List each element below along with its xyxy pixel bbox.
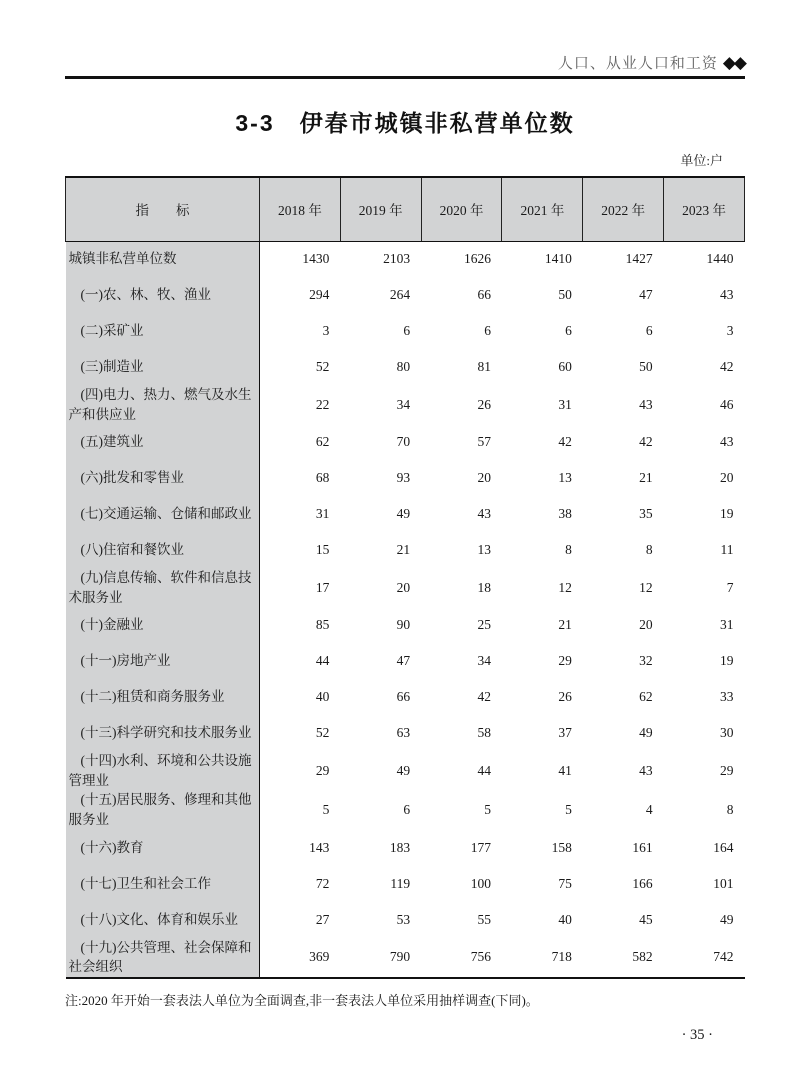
table-row [66,902,745,938]
value-cell: 177 [470,839,491,855]
table-row [66,496,745,532]
value-cell: 158 [551,839,572,855]
value-cell: 34 [396,396,411,412]
value-cell: 42 [477,689,491,705]
value-cell: 42 [558,434,572,450]
page-title: 3-3 伊春市城镇非私营单位数 [235,110,575,136]
value-cell: 143 [309,839,330,855]
value-cell: 49 [396,763,411,779]
value-cell: 66 [477,287,491,303]
row-label: (三)制造业 [66,349,260,385]
value-cell: 43 [720,287,734,303]
value-cell: 35 [639,506,653,522]
table-row [66,424,745,460]
value-cell: 42 [720,359,734,375]
diamond-icons: ◆◆ [722,53,745,72]
value-cell: 29 [315,763,330,779]
value-cell: 5 [322,802,330,818]
year-column-header: 2019 年 [340,177,421,241]
value-cell: 166 [632,875,653,891]
value-cell: 26 [477,396,491,412]
value-cell: 369 [309,949,330,965]
value-cell: 19 [720,653,734,669]
year-column-header: 2023 年 [664,177,745,241]
value-cell: 93 [396,470,411,486]
value-cell: 15 [315,542,330,558]
value-cell: 34 [477,653,491,669]
row-label: (十一)房地产业 [66,643,260,679]
row-label: (十五)居民服务、修理和其他服务业 [66,790,260,829]
value-cell: 31 [720,617,734,633]
row-label: (八)住宿和餐饮业 [66,532,260,568]
table-row [66,568,745,607]
row-label: (六)批发和零售业 [66,460,260,496]
table-row [66,349,745,385]
table-row [66,938,745,978]
table-row [66,532,745,568]
table-row [66,643,745,679]
value-cell: 30 [720,725,734,741]
header-rule [65,76,745,79]
value-cell: 52 [315,725,330,741]
value-cell: 29 [720,763,734,779]
value-cell: 183 [389,839,411,855]
value-cell: 33 [720,689,734,705]
value-cell: 29 [558,653,572,669]
row-label: (二)采矿业 [66,313,260,349]
value-cell: 264 [389,287,411,303]
row-label: (九)信息传输、软件和信息技术服务业 [66,568,260,607]
value-cell: 1427 [625,251,653,267]
value-cell: 6 [484,323,491,339]
value-cell: 53 [396,911,411,927]
value-cell: 17 [315,579,330,595]
value-cell: 3 [726,323,734,339]
table-row [66,866,745,902]
value-cell: 119 [390,875,411,891]
value-cell: 38 [558,506,572,522]
indicator-column-header: 指 标 [66,177,260,241]
value-cell: 13 [477,542,491,558]
table-row [66,277,745,313]
year-column-header: 2022 年 [583,177,664,241]
table-row [66,751,745,790]
value-cell: 62 [639,689,653,705]
year-column-header: 2020 年 [421,177,502,241]
value-cell: 31 [558,396,572,412]
value-cell: 50 [558,287,572,303]
table-row [66,241,745,277]
value-cell: 11 [720,542,734,558]
running-header [65,0,745,73]
row-label: (十四)水利、环境和公共设施管理业 [66,751,260,790]
value-cell: 12 [558,579,572,595]
value-cell: 43 [477,506,491,522]
value-cell: 6 [403,802,411,818]
value-cell: 20 [639,617,653,633]
value-cell: 46 [720,396,734,412]
row-label: (十)金融业 [66,607,260,643]
value-cell: 20 [396,579,411,595]
row-label: (十七)卫生和社会工作 [66,866,260,902]
value-cell: 21 [639,470,653,486]
value-cell: 6 [565,323,572,339]
value-cell: 80 [396,359,411,375]
value-cell: 43 [639,396,653,412]
value-cell: 37 [558,725,572,741]
value-cell: 44 [477,763,491,779]
value-cell: 101 [713,875,734,891]
value-cell: 1410 [544,251,572,267]
value-cell: 164 [713,839,734,855]
value-cell: 55 [477,911,491,927]
row-label: (十八)文化、体育和娱乐业 [66,902,260,938]
value-cell: 26 [558,689,572,705]
table-body [66,241,745,978]
value-cell: 5 [565,802,572,818]
data-table [65,176,745,979]
value-cell: 47 [639,287,653,303]
value-cell: 790 [389,949,411,965]
value-cell: 50 [639,359,653,375]
value-cell: 5 [484,802,491,818]
value-cell: 100 [470,875,491,891]
table-header [66,177,745,241]
value-cell: 13 [558,470,572,486]
value-cell: 12 [639,579,653,595]
table-row [66,679,745,715]
page-content [65,0,745,1044]
year-column-header: 2021 年 [502,177,583,241]
value-cell: 57 [477,434,491,450]
value-cell: 718 [551,949,572,965]
value-cell: 6 [645,323,653,339]
value-cell: 47 [396,653,411,669]
value-cell: 20 [720,470,734,486]
value-cell: 60 [558,359,572,375]
value-cell: 6 [403,323,411,339]
value-cell: 32 [639,653,653,669]
year-column-header: 2018 年 [260,177,341,241]
table-row [66,385,745,424]
table-row [66,790,745,829]
value-cell: 20 [477,470,491,486]
value-cell: 63 [396,725,411,741]
table-row [66,460,745,496]
value-cell: 40 [558,911,572,927]
value-cell: 161 [632,839,653,855]
row-label: 城镇非私营单位数 [66,241,260,277]
value-cell: 42 [639,434,653,450]
value-cell: 49 [396,506,411,522]
value-cell: 27 [315,911,330,927]
value-cell: 66 [396,689,411,705]
value-cell: 31 [315,506,330,522]
value-cell: 85 [315,617,330,633]
row-label: (十二)租赁和商务服务业 [66,679,260,715]
value-cell: 68 [315,470,330,486]
row-label: (一)农、林、牧、渔业 [66,277,260,313]
value-cell: 43 [639,763,653,779]
value-cell: 1430 [302,251,330,267]
value-cell: 582 [632,949,653,965]
value-cell: 52 [315,359,330,375]
table-row [66,830,745,866]
row-label: (十三)科学研究和技术服务业 [66,715,260,751]
value-cell: 81 [477,359,491,375]
table-header-row [66,177,745,241]
value-cell: 75 [558,875,572,891]
value-cell: 43 [720,434,734,450]
value-cell: 7 [726,579,734,595]
value-cell: 49 [639,725,653,741]
table-row [66,607,745,643]
value-cell: 72 [315,875,330,891]
value-cell: 22 [315,396,330,412]
value-cell: 70 [396,434,411,450]
value-cell: 756 [470,949,491,965]
value-cell: 45 [639,911,653,927]
value-cell: 49 [720,911,734,927]
unit-label: 单位:户 [680,153,723,168]
value-cell: 8 [565,542,572,558]
row-label: (十九)公共管理、社会保障和社会组织 [66,938,260,978]
value-cell: 4 [645,802,653,818]
value-cell: 41 [558,763,572,779]
value-cell: 1626 [463,251,491,267]
row-label: (五)建筑业 [66,424,260,460]
row-label: (四)电力、热力、燃气及水生产和供应业 [66,385,260,424]
value-cell: 40 [315,689,330,705]
value-cell: 44 [315,653,330,669]
value-cell: 3 [322,323,330,339]
value-cell: 62 [315,434,330,450]
value-cell: 294 [309,287,330,303]
value-cell: 21 [558,617,572,633]
value-cell: 8 [645,542,653,558]
table-row [66,715,745,751]
row-label: (十六)教育 [66,830,260,866]
footnote: 注:2020 年开始一套表法人单位为全面调查,非一套表法人单位采用抽样调查(下同)。 [65,992,539,1008]
value-cell: 2103 [383,251,411,267]
value-cell: 1440 [706,251,734,267]
value-cell: 8 [726,802,734,818]
value-cell: 90 [396,617,411,633]
value-cell: 18 [477,579,491,595]
value-cell: 25 [477,617,491,633]
page-number: · 35 · [681,1026,713,1043]
row-label: (七)交通运输、仓储和邮政业 [66,496,260,532]
table-row [66,313,745,349]
chapter-title: 人口、从业人口和工资 [557,55,718,72]
value-cell: 19 [720,506,734,522]
value-cell: 21 [396,542,411,558]
value-cell: 742 [713,949,734,965]
value-cell: 58 [477,725,491,741]
